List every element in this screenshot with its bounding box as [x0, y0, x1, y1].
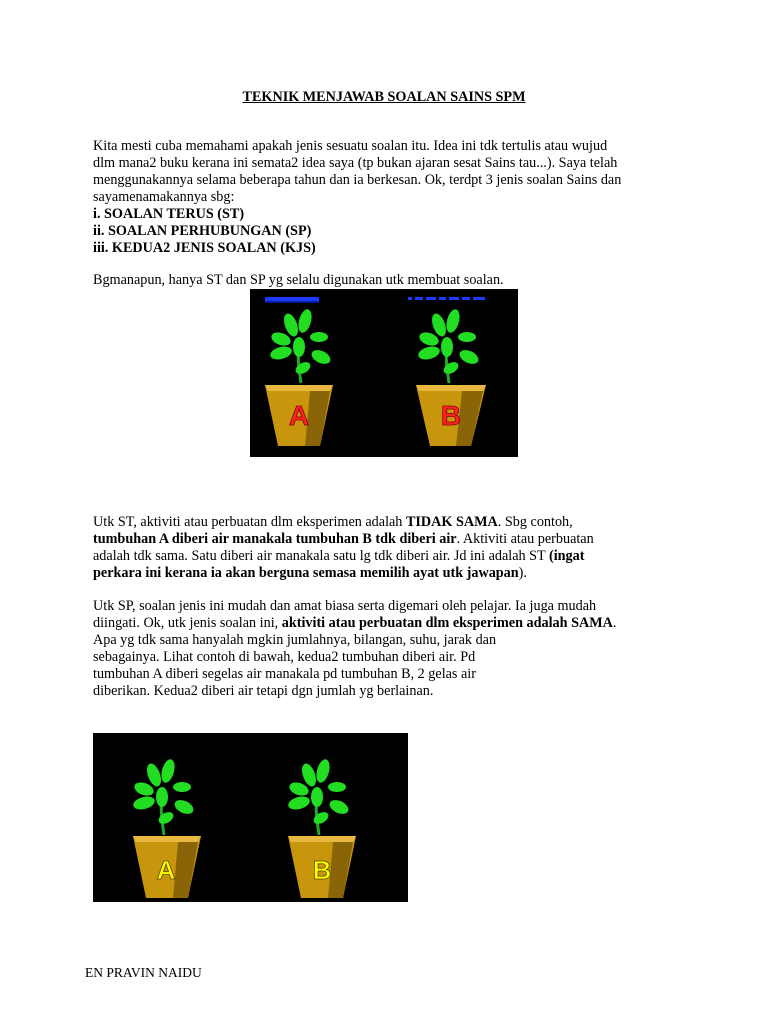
plant-b	[287, 758, 351, 835]
leaf-icon	[159, 758, 177, 784]
leaf-icon	[311, 787, 323, 807]
leaf-icon	[269, 344, 293, 361]
st-text: . Aktiviti atau perbuatan	[456, 531, 594, 547]
st-emphasis: tumbuhan A diberi air manakala tumbuhan B tdk diberi air	[93, 531, 457, 547]
pot-a-icon	[133, 836, 201, 898]
blue-tag-left	[265, 297, 319, 303]
pot-a-label: A	[156, 855, 176, 885]
plant-b	[417, 308, 481, 383]
st-text: ).	[518, 565, 527, 581]
question-type-sp: ii. SOALAN PERHUBUNGAN (SP)	[93, 223, 312, 239]
leaf-icon	[441, 337, 453, 357]
intro-line: menggunakannya selama beberapa tahun dan ia berkesan. Ok, terdpt 3 jenis soalan Sains dan	[93, 172, 622, 188]
leaf-icon	[417, 344, 441, 361]
pot-b-label: B	[312, 855, 332, 885]
sp-line: sebagainya. Lihat contoh di bawah, kedua2 tumbuhan diberi air. Pd	[93, 649, 476, 665]
sp-text: .	[612, 615, 617, 631]
intro-line: Kita mesti cuba memahami apakah jenis sesuatu soalan itu. Idea ini tdk tertulis atau wujud	[93, 138, 608, 154]
intro-paragraph	[93, 138, 621, 257]
pot-b-icon	[416, 385, 486, 446]
leaf-icon	[156, 787, 168, 807]
leaf-icon	[293, 337, 305, 357]
leaf-icon	[309, 347, 332, 366]
leaf-icon	[173, 782, 191, 792]
sp-line: tumbuhan A diberi segelas air manakala pd tumbuhan B, 2 gelas air	[93, 666, 476, 682]
st-text: adalah tdk sama. Satu diberi air manakala satu lg tdk diberi air. Jd ini adalah ST	[93, 548, 549, 564]
st-text: . Sbg contoh,	[497, 514, 573, 530]
st-text: Utk ST, aktiviti atau perbuatan dlm eksperimen adalah	[93, 514, 406, 530]
leaf-icon	[157, 810, 176, 827]
st-emphasis: (ingat	[548, 548, 585, 564]
question-type-kjs: iii. KEDUA2 JENIS SOALAN (KJS)	[93, 240, 316, 256]
intro-line: dlm mana2 buku kerana ini semata2 idea saya (tp bukan ajaran sesat Sains tau...). Saya telah	[93, 155, 618, 171]
sp-emphasis: aktiviti atau perbuatan dlm eksperimen adalah SAMA	[281, 615, 613, 631]
leaf-icon	[442, 360, 461, 377]
leaf-icon	[296, 308, 314, 334]
sp-text: diingati. Ok, utk jenis soalan ini,	[93, 615, 282, 631]
sp-line: Utk SP, soalan jenis ini mudah dan amat biasa serta digemari oleh pelajar. Ia juga mudah	[93, 598, 597, 614]
leaf-icon	[312, 810, 331, 827]
bgm-paragraph: Bgmanapun, hanya ST dan SP yg selalu digunakan utk membuat soalan.	[93, 272, 504, 288]
leaf-icon	[458, 332, 476, 342]
plant-a	[269, 308, 333, 383]
figure-st-plants	[250, 289, 518, 457]
st-emphasis: TIDAK SAMA	[405, 514, 498, 530]
figure-sp-svg	[93, 733, 408, 902]
leaf-icon	[457, 347, 480, 366]
st-paragraph	[93, 514, 594, 582]
figure-st-svg	[250, 289, 518, 457]
figure-sp-plants	[93, 733, 408, 902]
pot-a-icon	[265, 385, 333, 446]
question-type-st: i. SOALAN TERUS (ST)	[93, 206, 245, 222]
intro-line: sayamenamakannya sbg:	[93, 189, 235, 205]
pot-a-label: A	[288, 400, 310, 431]
pot-b-label: B	[440, 400, 462, 431]
leaf-icon	[310, 332, 328, 342]
author-footer: EN PRAVIN NAIDU	[85, 965, 202, 980]
leaf-icon	[132, 794, 156, 811]
leaf-icon	[172, 797, 195, 816]
blue-tag-right	[408, 297, 485, 300]
plant-a	[132, 758, 196, 835]
sp-line: diberikan. Kedua2 diberi air tetapi dgn jumlah yg berlainan.	[93, 683, 434, 699]
pot-b-icon	[288, 836, 356, 898]
leaf-icon	[444, 308, 462, 334]
leaf-icon	[314, 758, 332, 784]
leaf-icon	[294, 360, 313, 377]
leaf-icon	[328, 782, 346, 792]
page-title: TEKNIK MENJAWAB SOALAN SAINS SPM	[242, 89, 526, 105]
sp-paragraph	[93, 598, 616, 700]
leaf-icon	[287, 794, 311, 811]
leaf-icon	[327, 797, 350, 816]
st-emphasis: perkara ini kerana ia akan berguna semasa memilih ayat utk jawapan	[93, 565, 519, 581]
sp-line: Apa yg tdk sama hanyalah mgkin jumlahnya, bilangan, suhu, jarak dan	[93, 632, 497, 648]
